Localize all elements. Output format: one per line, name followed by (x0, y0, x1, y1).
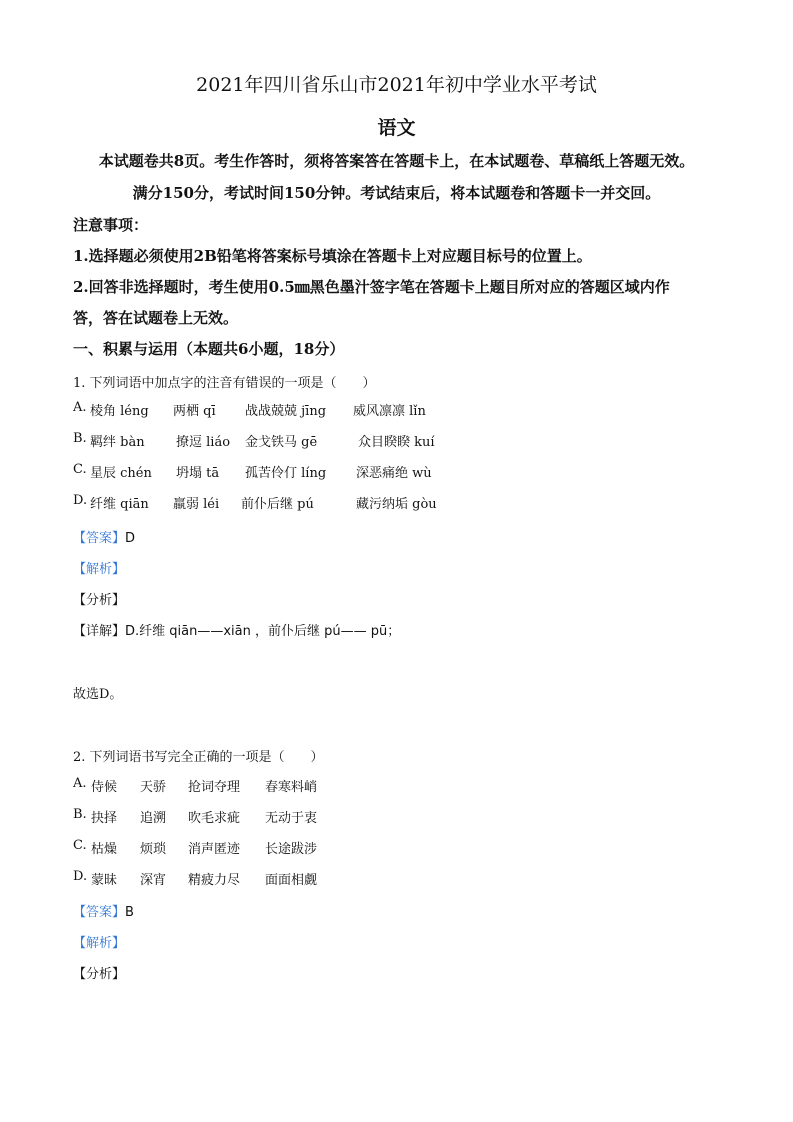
option-word-4: 藏污纳垢 gòu (356, 497, 437, 512)
notes-item-2-line-1: 2.回答非选择题时，考生使用0.5㎜黑色墨汁签字笔在答题卡上题目所对应的答题区域内作 (73, 278, 670, 296)
option-word-1: 抉择 (91, 811, 118, 826)
option-word-2: 羸弱 léi (173, 497, 220, 512)
option-label: B. (73, 431, 87, 446)
question-1-detail (73, 620, 400, 639)
option-word-1: 羁绊 bàn (90, 435, 145, 450)
option-word-2: 深宵 (140, 873, 167, 888)
subject-title: 语文 (377, 117, 416, 139)
question-1-conclusion: 故选D。 (73, 687, 123, 702)
option-word-1: 纤维 qiān (90, 497, 149, 512)
question-1-fenxi-tag: 【分析】 (73, 593, 126, 608)
option-label: D. (73, 869, 88, 884)
option-word-3: 抢词夺理 (188, 780, 241, 795)
option-label: A. (73, 776, 87, 791)
option-word-1: 蒙昧 (91, 873, 118, 888)
option-label: D. (73, 493, 88, 508)
option-word-1: 棱角 léng (90, 404, 149, 419)
option-word-4: 面面相觑 (265, 873, 318, 888)
detail-tag: 【详解】 (73, 624, 126, 639)
option-word-1: 侍候 (91, 780, 118, 795)
option-word-4: 长途跋涉 (265, 842, 318, 857)
question-1-option-b (73, 431, 533, 451)
option-word-3: 金戈铁马 gē (245, 435, 318, 450)
option-word-3: 战战兢兢 jīng (245, 404, 327, 419)
question-2-option-b (73, 807, 373, 827)
answer-tag: 【答案】 (73, 531, 126, 546)
question-2-option-c (73, 838, 373, 858)
option-label: B. (73, 807, 87, 822)
question-1-analysis-tag: 【解析】 (73, 562, 126, 577)
option-word-3: 前仆后继 pú (241, 497, 314, 512)
intro-line-2: 满分150分，考试时间150分钟。考试结束后，将本试题卷和答题卡一并交回。 (132, 184, 661, 202)
option-word-4: 无动于衷 (265, 811, 318, 826)
detail-text: D.纤维 qiān——xiān ，前仆后继 pú—— pū； (125, 624, 401, 639)
question-1-option-a (73, 400, 533, 420)
option-word-2: 坍塌 tā (176, 466, 220, 481)
option-word-4: 众目睽睽 kuí (358, 435, 435, 450)
question-2-option-a (73, 776, 373, 796)
notes-heading: 注意事项： (73, 216, 149, 234)
option-word-1: 星辰 chén (90, 466, 152, 481)
option-word-2: 烦琐 (140, 842, 167, 857)
question-1-option-d (73, 493, 533, 513)
option-word-4: 威风凛凛 lǐn (353, 404, 426, 419)
option-word-3: 孤苦伶仃 líng (245, 466, 327, 481)
answer-tag: 【答案】 (73, 905, 126, 920)
question-1-option-c (73, 462, 533, 482)
question-2-stem: 2. 下列词语书写完全正确的一项是（ ） (73, 750, 324, 765)
option-word-2: 两栖 qī (173, 404, 216, 419)
question-1-stem: 1. 下列词语中加点字的注音有错误的一项是（ ） (73, 376, 376, 391)
answer-value: D (125, 531, 136, 546)
intro-line-1: 本试题卷共8页。考生作答时，须将答案答在答题卡上，在本试题卷、草稿纸上答题无效。 (98, 152, 695, 170)
option-word-4: 深恶痛绝 wù (356, 466, 432, 481)
notes-item-2-line-2: 答，答在试题卷上无效。 (73, 309, 239, 327)
option-word-3: 消声匿迹 (188, 842, 241, 857)
question-2-answer (73, 901, 134, 920)
option-word-3: 精疲力尽 (188, 873, 241, 888)
option-word-4: 春寒料峭 (265, 780, 318, 795)
section-1-heading: 一、积累与运用（本题共6小题，18分） (73, 340, 345, 358)
option-word-2: 天骄 (140, 780, 167, 795)
option-word-1: 枯燥 (91, 842, 118, 857)
answer-value: B (125, 905, 134, 920)
option-label: A. (73, 400, 87, 415)
question-2-analysis-tag: 【解析】 (73, 936, 126, 951)
option-word-2: 撩逗 liáo (176, 435, 231, 450)
question-2-option-d (73, 869, 373, 889)
option-label: C. (73, 462, 87, 477)
option-word-2: 追溯 (140, 811, 167, 826)
option-word-3: 吹毛求疵 (188, 811, 241, 826)
exam-title: 2021年四川省乐山市2021年初中学业水平考试 (196, 74, 597, 96)
question-2-fenxi-tag: 【分析】 (73, 967, 126, 982)
question-1-answer (73, 527, 135, 546)
notes-item-1: 1.选择题必须使用2B铅笔将答案标号填涂在答题卡上对应题目标号的位置上。 (73, 247, 592, 265)
option-label: C. (73, 838, 87, 853)
